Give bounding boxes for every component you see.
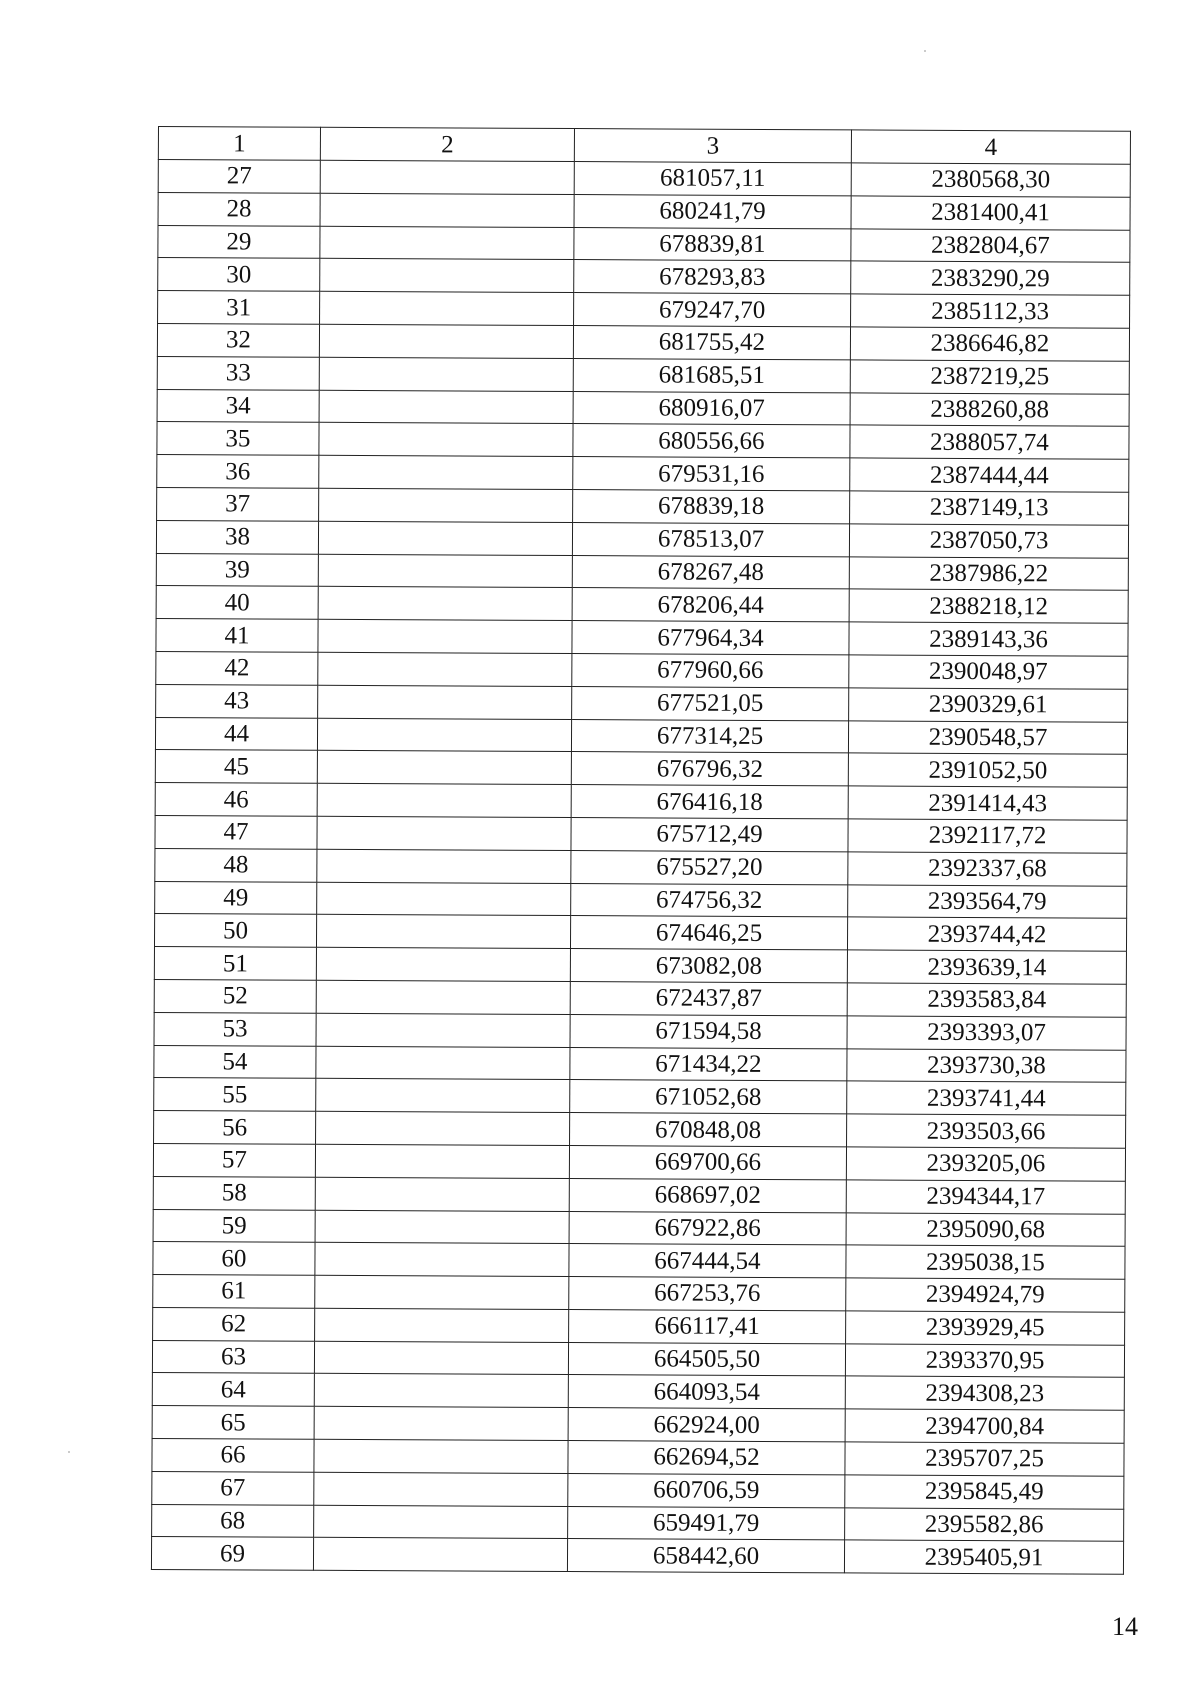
table-cell-col-2 xyxy=(315,1275,569,1309)
table-cell-col-2 xyxy=(314,1472,568,1506)
table-cell-col-3: 675712,49 xyxy=(571,817,848,851)
table-row xyxy=(157,422,1129,460)
table-cell-col-4: 2390548,57 xyxy=(848,720,1127,754)
table-row xyxy=(153,1307,1125,1345)
table-row xyxy=(155,717,1127,755)
table-cell-col-3: 680916,07 xyxy=(573,391,850,425)
table-cell-col-1: 35 xyxy=(157,422,319,456)
table-cell-col-3: 677964,34 xyxy=(572,621,849,655)
table-cell-col-4: 2394700,84 xyxy=(845,1409,1124,1443)
table-cell-col-1: 55 xyxy=(154,1078,316,1112)
table-cell-col-3: 680241,79 xyxy=(574,194,851,228)
table-cell-col-2 xyxy=(314,1505,568,1539)
table-cell-col-4: 2393393,07 xyxy=(847,1016,1126,1050)
table-cell-col-1: 44 xyxy=(155,717,317,751)
table-cell-col-2 xyxy=(315,1144,569,1178)
table-cell-col-3: 667253,76 xyxy=(569,1277,846,1311)
table-row xyxy=(156,684,1128,722)
table-cell-col-2 xyxy=(315,1308,569,1342)
table-cell-col-1: 47 xyxy=(155,815,317,849)
table-row xyxy=(154,979,1126,1017)
table-cell-col-3: 664505,50 xyxy=(568,1342,845,1376)
table-cell-col-1: 56 xyxy=(154,1111,316,1145)
table-cell-col-2 xyxy=(317,718,571,752)
table-cell-col-4: 2393744,42 xyxy=(847,917,1126,951)
table-row xyxy=(157,389,1129,427)
table-cell-col-2 xyxy=(316,1046,570,1080)
table-cell-col-3: 678267,48 xyxy=(572,555,849,589)
table-cell-col-1: 68 xyxy=(152,1504,314,1538)
table-cell-col-3: 664093,54 xyxy=(568,1375,845,1409)
scan-speck xyxy=(924,50,926,52)
table-cell-col-3: 674646,25 xyxy=(570,916,847,950)
table-cell-col-1: 39 xyxy=(156,553,318,587)
table-cell-col-3: 673082,08 xyxy=(570,949,847,983)
table-cell-col-2 xyxy=(316,1111,570,1145)
table-row xyxy=(153,1209,1125,1247)
table-cell-col-2 xyxy=(315,1210,569,1244)
table-cell-col-1: 59 xyxy=(153,1209,315,1243)
table-row xyxy=(156,520,1128,558)
table-cell-col-2 xyxy=(316,915,570,949)
table-cell-col-3: 678513,07 xyxy=(572,522,849,556)
table-cell-col-1: 50 xyxy=(154,914,316,948)
table-cell-col-1: 62 xyxy=(153,1307,315,1341)
table-cell-col-4: 2385112,33 xyxy=(851,294,1130,328)
table-cell-col-3: 677960,66 xyxy=(572,653,849,687)
table-cell-col-1: 60 xyxy=(153,1242,315,1276)
table-row xyxy=(152,1406,1124,1444)
table-cell-col-4: 2387219,25 xyxy=(850,360,1129,394)
table-row xyxy=(154,1012,1126,1050)
table-cell-col-1: 27 xyxy=(158,160,320,194)
table-cell-col-1: 32 xyxy=(157,323,319,357)
table-row xyxy=(152,1504,1124,1542)
table-cell-col-1: 43 xyxy=(156,684,318,718)
table-cell-col-3: 667922,86 xyxy=(569,1211,846,1245)
table-cell-col-1: 51 xyxy=(154,947,316,981)
table-cell-col-1: 64 xyxy=(152,1373,314,1407)
table-cell-col-2 xyxy=(315,1177,569,1211)
table-row xyxy=(158,225,1130,263)
table-cell-col-3: 679531,16 xyxy=(573,457,850,491)
table-cell-col-2 xyxy=(319,423,573,457)
table-cell-col-4: 2380568,30 xyxy=(851,163,1130,197)
table-row xyxy=(153,1242,1125,1280)
table-cell-col-3: 668697,02 xyxy=(569,1178,846,1212)
table-cell-col-3: 671594,58 xyxy=(570,1014,847,1048)
table-cell-col-3: 666117,41 xyxy=(569,1309,846,1343)
table-cell-col-4: 2386646,82 xyxy=(850,327,1129,361)
table-cell-col-1: 33 xyxy=(157,356,319,390)
table-cell-col-4: 2393639,14 xyxy=(847,950,1126,984)
table-cell-col-3: 680556,66 xyxy=(573,424,850,458)
table-cell-col-4: 2388057,74 xyxy=(850,425,1129,459)
table-row xyxy=(157,455,1129,493)
table-cell-col-1: 65 xyxy=(152,1406,314,1440)
table-cell-col-2 xyxy=(318,587,572,621)
table-cell-col-1: 63 xyxy=(152,1340,314,1374)
header-cell-4: 4 xyxy=(851,130,1130,164)
table-cell-col-3: 662924,00 xyxy=(568,1408,845,1442)
header-cell-1: 1 xyxy=(158,127,320,161)
table-cell-col-4: 2393929,45 xyxy=(846,1311,1125,1345)
table-cell-col-3: 676416,18 xyxy=(571,785,848,819)
table-row xyxy=(155,815,1127,853)
header-row xyxy=(158,127,1130,165)
table-row xyxy=(154,1045,1126,1083)
table-cell-col-3: 674756,32 xyxy=(571,883,848,917)
table-cell-col-3: 662694,52 xyxy=(568,1441,845,1475)
table-cell-col-1: 54 xyxy=(154,1045,316,1079)
table-cell-col-4: 2393583,84 xyxy=(847,983,1126,1017)
table-row xyxy=(152,1471,1124,1509)
table-cell-col-2 xyxy=(316,980,570,1014)
table-cell-col-4: 2392117,72 xyxy=(848,819,1127,853)
table-row xyxy=(158,258,1130,296)
table-cell-col-3: 681057,11 xyxy=(574,162,851,196)
table-cell-col-2 xyxy=(318,521,572,555)
table-cell-col-4: 2394308,23 xyxy=(845,1376,1124,1410)
table-cell-col-1: 40 xyxy=(156,586,318,620)
table-cell-col-1: 66 xyxy=(152,1439,314,1473)
table-cell-col-2 xyxy=(314,1407,568,1441)
table-cell-col-3: 678206,44 xyxy=(572,588,849,622)
table-cell-col-3: 678839,81 xyxy=(574,227,851,261)
table-cell-col-4: 2394924,79 xyxy=(846,1278,1125,1312)
table-cell-col-2 xyxy=(316,947,570,981)
table-row xyxy=(151,1537,1123,1575)
table-cell-col-3: 672437,87 xyxy=(570,981,847,1015)
table-cell-col-2 xyxy=(316,1079,570,1113)
table-cell-col-3: 677314,25 xyxy=(571,719,848,753)
table-cell-col-4: 2393564,79 xyxy=(848,884,1127,918)
table-row xyxy=(158,291,1130,329)
table-row xyxy=(152,1340,1124,1378)
table-cell-col-2 xyxy=(319,357,573,391)
table-cell-col-4: 2389143,36 xyxy=(849,622,1128,656)
table-row xyxy=(155,848,1127,886)
table-cell-col-4: 2393205,06 xyxy=(846,1147,1125,1181)
table-cell-col-1: 37 xyxy=(157,487,319,521)
table-cell-col-4: 2393741,44 xyxy=(847,1081,1126,1115)
table-cell-col-1: 36 xyxy=(157,455,319,489)
table-cell-col-2 xyxy=(314,1374,568,1408)
table-cell-col-3: 681755,42 xyxy=(573,326,850,360)
table-cell-col-4: 2390048,97 xyxy=(849,655,1128,689)
table-cell-col-2 xyxy=(319,390,573,424)
table-row xyxy=(157,323,1129,361)
table-cell-col-1: 69 xyxy=(151,1537,313,1571)
header-cell-3: 3 xyxy=(574,129,851,163)
table-cell-col-4: 2387444,44 xyxy=(850,458,1129,492)
table-cell-col-3: 659491,79 xyxy=(568,1506,845,1540)
coordinates-table xyxy=(151,126,1131,1575)
table-cell-col-4: 2394344,17 xyxy=(846,1180,1125,1214)
table-row xyxy=(155,881,1127,919)
table-cell-col-4: 2381400,41 xyxy=(851,196,1130,230)
table-cell-col-1: 34 xyxy=(157,389,319,423)
table-cell-col-2 xyxy=(315,1243,569,1277)
table-cell-col-2 xyxy=(313,1538,567,1572)
table-cell-col-1: 53 xyxy=(154,1012,316,1046)
table-cell-col-2 xyxy=(318,652,572,686)
table-cell-col-1: 46 xyxy=(155,783,317,817)
table-cell-col-3: 679247,70 xyxy=(574,293,851,327)
table-row xyxy=(153,1275,1125,1313)
table-cell-col-4: 2391414,43 xyxy=(848,786,1127,820)
table-row xyxy=(156,586,1128,624)
table-cell-col-2 xyxy=(319,488,573,522)
table-cell-col-1: 45 xyxy=(155,750,317,784)
table-cell-col-2 xyxy=(320,291,574,325)
table-cell-col-4: 2393503,66 xyxy=(847,1114,1126,1148)
table-cell-col-4: 2395845,49 xyxy=(845,1475,1124,1509)
table-cell-col-1: 48 xyxy=(155,848,317,882)
table-cell-col-4: 2387050,73 xyxy=(849,524,1128,558)
table-cell-col-2 xyxy=(318,619,572,653)
table-cell-col-1: 30 xyxy=(158,258,320,292)
table-cell-col-2 xyxy=(317,783,571,817)
table-cell-col-2 xyxy=(320,259,574,293)
table-cell-col-1: 41 xyxy=(156,619,318,653)
table-row xyxy=(156,619,1128,657)
table-cell-col-1: 38 xyxy=(156,520,318,554)
table-cell-col-2 xyxy=(319,455,573,489)
table-cell-col-2 xyxy=(316,1013,570,1047)
table-cell-col-4: 2395405,91 xyxy=(844,1540,1123,1574)
table-cell-col-3: 667444,54 xyxy=(569,1244,846,1278)
table-cell-col-1: 49 xyxy=(155,881,317,915)
table-cell-col-3: 678839,18 xyxy=(573,489,850,523)
table-cell-col-3: 670848,08 xyxy=(570,1113,847,1147)
table-cell-col-3: 658442,60 xyxy=(567,1539,844,1573)
table-cell-col-4: 2388218,12 xyxy=(849,589,1128,623)
table-cell-col-2 xyxy=(317,882,571,916)
table-cell-col-3: 676796,32 xyxy=(571,752,848,786)
table-cell-col-4: 2395038,15 xyxy=(846,1245,1125,1279)
table-cell-col-4: 2383290,29 xyxy=(851,261,1130,295)
table-row xyxy=(154,914,1126,952)
table-cell-col-4: 2393730,38 xyxy=(847,1048,1126,1082)
table-cell-col-2 xyxy=(318,685,572,719)
table-row xyxy=(154,947,1126,985)
table-cell-col-4: 2391052,50 xyxy=(848,753,1127,787)
table-cell-col-4: 2382804,67 xyxy=(851,228,1130,262)
table-cell-col-2 xyxy=(317,816,571,850)
table-cell-col-4: 2395582,86 xyxy=(845,1508,1124,1542)
table-row xyxy=(158,160,1130,198)
table-cell-col-1: 57 xyxy=(153,1143,315,1177)
table-cell-col-1: 42 xyxy=(156,651,318,685)
table-cell-col-4: 2395707,25 xyxy=(845,1442,1124,1476)
table-body xyxy=(151,160,1130,1575)
page-number: 14 xyxy=(1112,1612,1138,1641)
table-cell-col-2 xyxy=(320,226,574,260)
table-cell-col-4: 2387986,22 xyxy=(849,556,1128,590)
table-row xyxy=(155,750,1127,788)
table-row xyxy=(158,192,1130,230)
table-cell-col-1: 58 xyxy=(153,1176,315,1210)
table-cell-col-1: 61 xyxy=(153,1275,315,1309)
table-row xyxy=(156,553,1128,591)
table-cell-col-2 xyxy=(314,1341,568,1375)
table-cell-col-4: 2387149,13 xyxy=(850,491,1129,525)
table-cell-col-1: 67 xyxy=(152,1471,314,1505)
table-row xyxy=(152,1439,1124,1477)
table-cell-col-3: 669700,66 xyxy=(569,1145,846,1179)
table-cell-col-3: 660706,59 xyxy=(568,1473,845,1507)
table-row xyxy=(154,1078,1126,1116)
table-row xyxy=(157,487,1129,525)
table-cell-col-3: 671434,22 xyxy=(570,1047,847,1081)
table-cell-col-2 xyxy=(320,160,574,194)
table-cell-col-3: 677521,05 xyxy=(572,686,849,720)
table-cell-col-3: 675527,20 xyxy=(571,850,848,884)
table-cell-col-4: 2392337,68 xyxy=(848,852,1127,886)
table-cell-col-3: 678293,83 xyxy=(574,260,851,294)
table-cell-col-1: 28 xyxy=(158,192,320,226)
table-cell-col-2 xyxy=(314,1439,568,1473)
table-cell-col-1: 29 xyxy=(158,225,320,259)
table-cell-col-3: 681685,51 xyxy=(573,358,850,392)
table-cell-col-2 xyxy=(319,324,573,358)
table-header xyxy=(158,127,1130,165)
table-row xyxy=(152,1373,1124,1411)
table-cell-col-4: 2388260,88 xyxy=(850,392,1129,426)
table-cell-col-3: 671052,68 xyxy=(570,1080,847,1114)
table-cell-col-2 xyxy=(317,751,571,785)
table-row xyxy=(156,651,1128,689)
table-row xyxy=(155,783,1127,821)
table-cell-col-2 xyxy=(318,554,572,588)
table-cell-col-2 xyxy=(317,849,571,883)
table-cell-col-1: 52 xyxy=(154,979,316,1013)
scan-speck xyxy=(68,1451,70,1453)
header-cell-2: 2 xyxy=(320,127,574,161)
table-row xyxy=(153,1176,1125,1214)
table-row xyxy=(153,1143,1125,1181)
table-cell-col-4: 2390329,61 xyxy=(849,688,1128,722)
table-cell-col-1: 31 xyxy=(158,291,320,325)
table-row xyxy=(157,356,1129,394)
table-row xyxy=(154,1111,1126,1149)
table-cell-col-4: 2393370,95 xyxy=(845,1344,1124,1378)
table-cell-col-4: 2395090,68 xyxy=(846,1212,1125,1246)
table-cell-col-2 xyxy=(320,193,574,227)
